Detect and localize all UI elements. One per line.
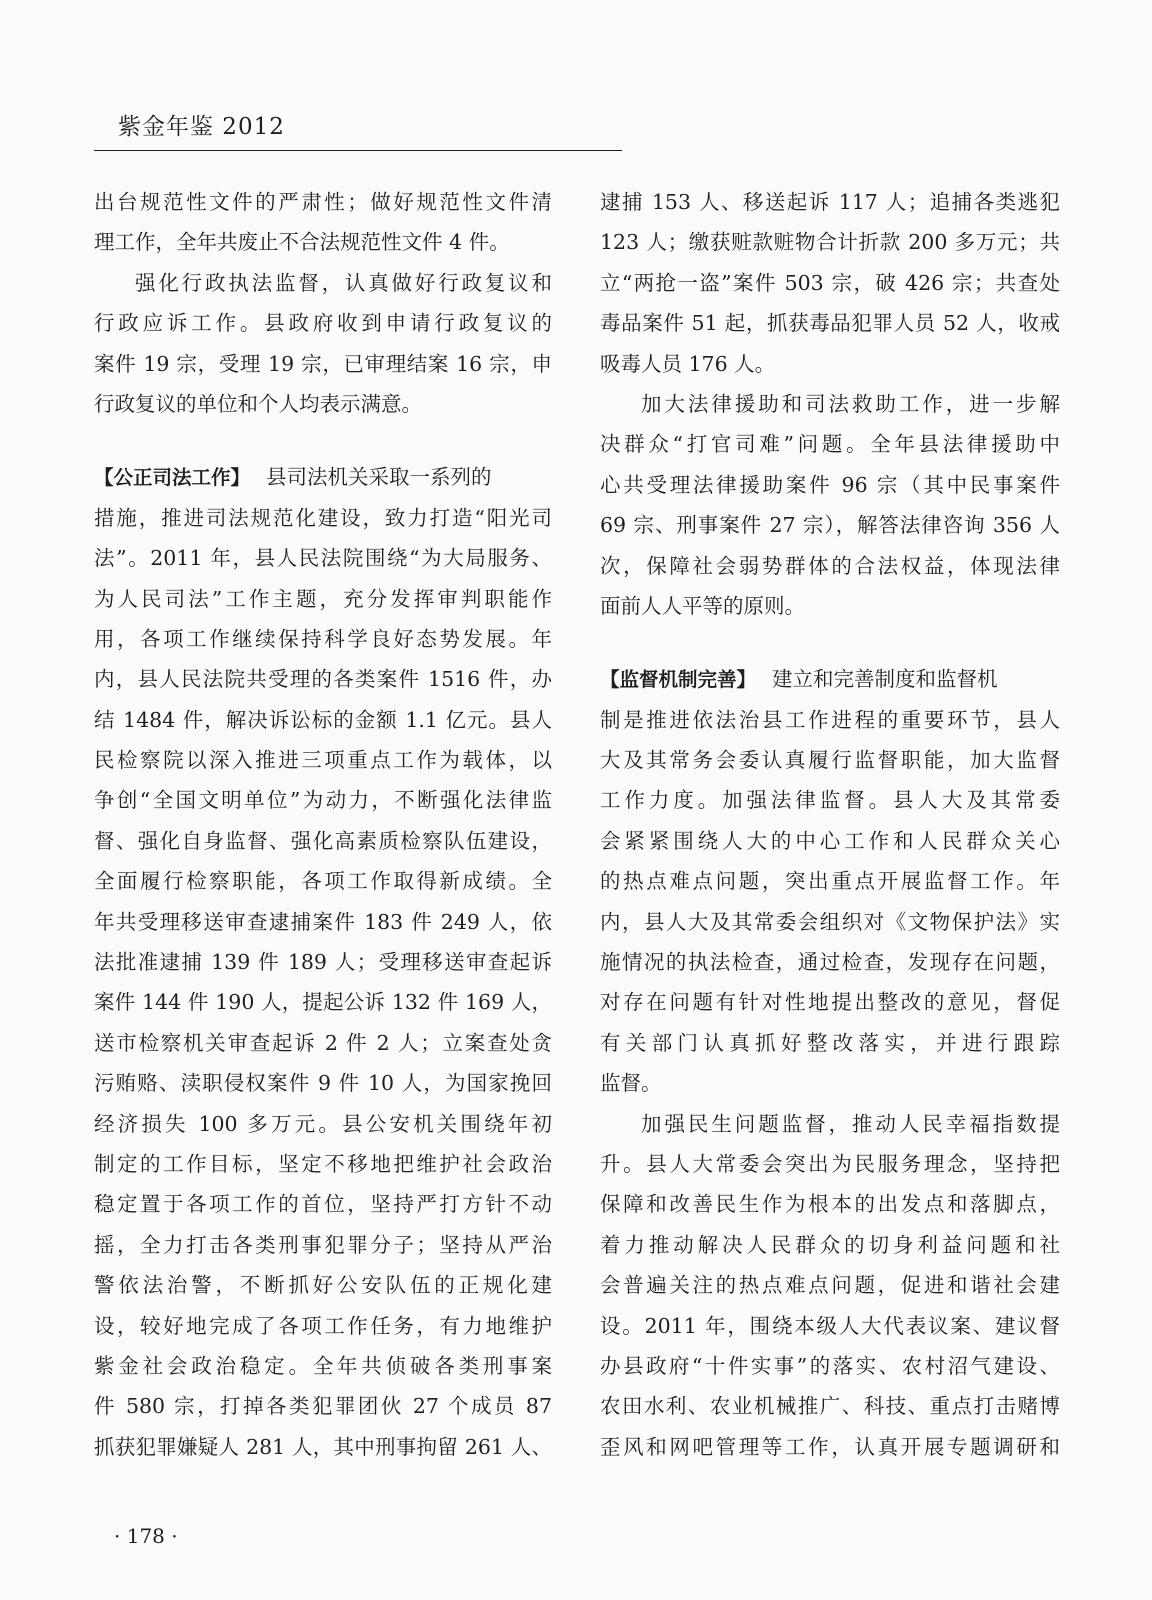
left-column [94,182,552,1467]
text-line: 建立和完善制度和监督机 [772,667,998,692]
section-title: 【监督机制完善】 [600,668,757,692]
text-line: 制是推进依法治县工作进程的重要环节，县人 [600,707,1060,732]
text-line: 制定的工作目标，坚定不移地把维护社会政治 [94,1151,552,1176]
text-line: 法”。2011 年，县人民法院围绕“为大局服务、 [94,546,552,571]
text-line: 督、强化自身监督、强化高素质检察队伍建设， [94,828,552,853]
text-line: 案件 19 宗，受理 19 宗，已审理结案 16 宗，申 [94,351,552,376]
text-line: 办县政府“十件实事”的落实、农村沼气建设、 [600,1353,1060,1378]
text-line: 升。县人大常委会突出为民服务理念，坚持把 [600,1151,1060,1176]
text-line: 监督。 [600,1071,662,1096]
text-line: 面前人人平等的原则。 [600,593,805,618]
page-number: · 178 · [114,1524,178,1548]
text-line: 抓获犯罪嫌疑人 281 人，其中刑事拘留 261 人、 [94,1434,552,1459]
section-heading-line [94,457,552,497]
text-line: 保障和改善民生作为根本的出发点和落脚点， [600,1192,1060,1217]
text-line: 争创“全国文明单位”为动力，不断强化法律监 [94,788,552,813]
text-line: 措施，推进司法规范化建设，致力打造“阳光司 [94,505,552,530]
text-line: 会普遍关注的热点难点问题，促进和谐社会建 [600,1273,1060,1298]
text-line: 稳定置于各项工作的首位，坚持严打方针不动 [94,1192,552,1217]
text-line: 设，较好地完成了各项工作任务，有力地维护 [94,1313,552,1338]
text-line: 内，县人大及其常委会组织对《文物保护法》实 [600,909,1060,934]
text-line: 紫金社会政治稳定。全年共侦破各类刑事案 [94,1353,552,1378]
text-line: 强化行政执法监督，认真做好行政复议和 [135,270,552,295]
text-line: 工作力度。加强法律监督。县人大及其常委 [600,788,1060,813]
text-line: 法批准逮捕 139 件 189 人；受理移送审查起诉 [94,950,552,975]
text-line: 全面履行检察职能，各项工作取得新成绩。全 [94,869,552,894]
text-line: 着力推动解决人民群众的切身利益问题和社 [600,1232,1060,1257]
text-line: 理工作，全年共废止不合法规范性文件 4 件。 [94,230,510,255]
text-line: 内，县人民法院共受理的各类案件 1516 件，办 [94,667,552,692]
text-line: 用，各项工作继续保持科学良好态势发展。年 [94,626,552,651]
text-line: 摇，全力打击各类刑事犯罪分子；坚持从严治 [94,1232,552,1257]
text-line: 行政应诉工作。县政府收到申请行政复议的 [94,311,552,336]
section-heading-line [600,659,1060,699]
text-line: 设。2011 年，围绕本级人大代表议案、建议督 [600,1313,1060,1338]
section-gap [94,424,552,457]
text-line: 决群众“打官司难”问题。全年县法律援助中 [600,432,1060,457]
text-line: 为人民司法”工作主题，充分发挥审判职能作 [94,586,552,611]
text-line: 污贿赂、渎职侵权案件 9 件 10 人，为国家挽回 [94,1071,552,1096]
text-line: 警依法治警，不断抓好公安队伍的正规化建 [94,1273,552,1298]
text-line: 经济损失 100 多万元。县公安机关围绕年初 [94,1111,552,1136]
text-line: 吸毒人员 176 人。 [600,351,776,376]
text-line: 件 580 宗，打掉各类犯罪团伙 27 个成员 87 [94,1394,552,1419]
text-line: 毒品案件 51 起，抓获毒品犯罪人员 52 人，收戒 [600,311,1060,336]
section-title: 【公正司法工作】 [94,466,251,490]
text-line: 施情况的执法检查，通过检查，发现存在问题， [600,950,1060,975]
text-line: 民检察院以深入推进三项重点工作为载体，以 [94,748,552,773]
text-line: 县司法机关采取一系列的 [266,465,492,490]
text-line: 歪风和网吧管理等工作，认真开展专题调研和 [600,1434,1060,1459]
text-line: 对存在问题有针对性地提出整改的意见，督促 [600,990,1060,1015]
text-line: 出台规范性文件的严肃性；做好规范性文件清 [94,190,552,214]
text-line: 有关部门认真抓好整改落实，并进行跟踪 [600,1030,1060,1055]
text-line: 案件 144 件 190 人，提起公诉 132 件 169 人， [94,990,552,1015]
text-line: 逮捕 153 人、移送起诉 117 人；追捕各类逃犯 [600,190,1060,214]
text-line: 69 宗、刑事案件 27 宗），解答法律咨询 356 人 [600,513,1060,538]
text-line: 送市检察机关审查起诉 2 件 2 人；立案查处贪 [94,1030,552,1055]
text-line: 心共受理法律援助案件 96 宗（其中民事案件 [600,472,1060,497]
text-line: 大及其常务会委认真履行监督职能，加大监督 [600,748,1060,773]
text-line: 农田水利、农业机械推广、科技、重点打击赌博 [600,1394,1060,1419]
running-header: 紫金年鉴 2012 [118,114,285,140]
text-line: 结 1484 件，解决诉讼标的金额 1.1 亿元。县人 [94,707,552,732]
text-line: 立“两抢一盗”案件 503 宗，破 426 宗；共查处 [600,270,1060,295]
right-column [600,182,1060,1467]
text-line: 加强民生问题监督，推动人民幸福指数提 [641,1111,1060,1136]
text-line: 年共受理移送审查逮捕案件 183 件 249 人，依 [94,909,552,934]
text-line: 行政复议的单位和个人均表示满意。 [94,391,422,416]
text-line: 的热点难点问题，突出重点开展监督工作。年 [600,869,1060,894]
text-line: 次，保障社会弱势群体的合法权益，体现法律 [600,553,1060,578]
text-line: 123 人；缴获赃款赃物合计折款 200 多万元；共 [600,230,1060,255]
section-gap [600,626,1060,659]
header-rule [94,150,622,151]
text-line: 会紧紧围绕人大的中心工作和人民群众关心 [600,828,1060,853]
text-line: 加大法律援助和司法救助工作，进一步解 [641,391,1060,416]
